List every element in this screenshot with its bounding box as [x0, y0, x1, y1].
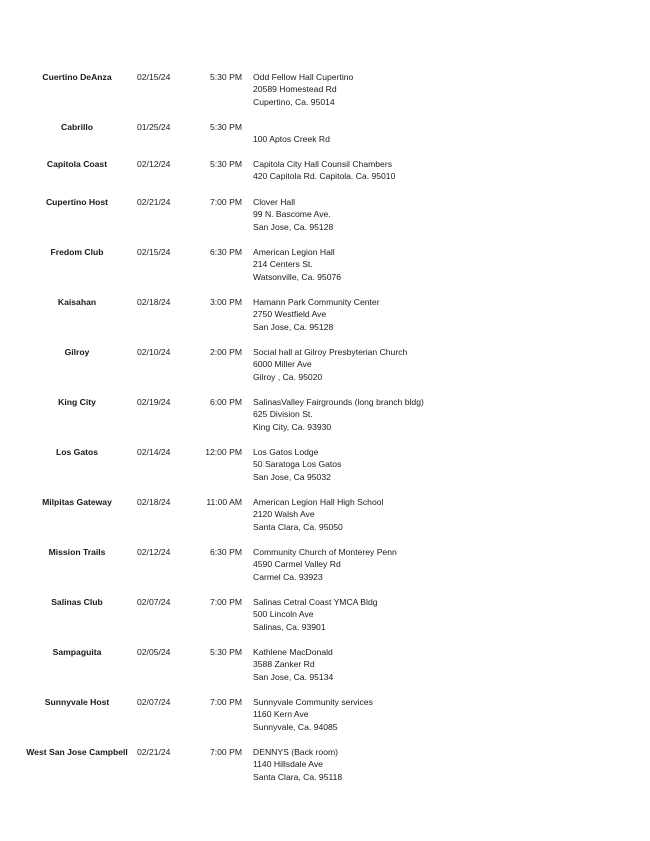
address-line: Santa Clara, Ca. 95050 — [253, 521, 343, 532]
club-name: Kaisahan — [57, 297, 97, 307]
meeting-address — [253, 446, 633, 483]
meeting-date: 02/14/24 — [137, 447, 171, 457]
club-name: Cuertino DeAnza — [42, 72, 112, 82]
club-name: West San Jose Campbell — [26, 747, 128, 757]
meeting-date: 02/21/24 — [137, 197, 171, 207]
meeting-entry — [0, 446, 650, 491]
meeting-time: 6:30 PM — [209, 547, 242, 557]
address-line: SalinasValley Fairgrounds (long branch bldg) — [253, 397, 424, 407]
meeting-date: 02/21/24 — [137, 747, 171, 757]
meeting-time: 7:00 PM — [209, 747, 242, 757]
meeting-time: 11:00 AM — [206, 497, 242, 507]
meeting-time: 5:30 PM — [209, 72, 242, 82]
address-line: DENNYS (Back room) — [253, 747, 338, 757]
meeting-entry — [0, 546, 650, 591]
meeting-date: 02/15/24 — [137, 247, 171, 257]
meeting-entry — [0, 346, 650, 391]
meeting-entry — [0, 196, 650, 241]
club-name: Fredom Club — [50, 247, 104, 257]
meeting-time: 2:00 PM — [209, 347, 242, 357]
address-line: 3588 Zanker Rd — [253, 659, 315, 670]
meeting-time: 6:30 PM — [209, 247, 242, 257]
address-line: Kathlene MacDonald — [253, 647, 333, 657]
meeting-time: 5:30 PM — [209, 122, 242, 132]
address-line: 6000 Miller Ave — [253, 359, 312, 370]
meeting-date: 02/12/24 — [137, 159, 171, 169]
meeting-address — [253, 121, 633, 158]
meeting-address — [253, 696, 633, 733]
club-name: Sunnyvale Host — [44, 697, 110, 707]
address-line: American Legion Hall High School — [253, 497, 384, 507]
meeting-address — [253, 496, 633, 533]
address-line: Odd Fellow Hall Cupertino — [253, 72, 354, 82]
address-line: 1140 Hillsdale Ave — [253, 759, 323, 770]
meeting-address — [253, 546, 633, 583]
address-line: San Jose, Ca. 95128 — [253, 321, 334, 332]
address-line: 4590 Carmel Valley Rd — [253, 559, 341, 570]
address-line: 625 Division St. — [253, 409, 313, 420]
meeting-entry — [0, 496, 650, 541]
meeting-date: 02/05/24 — [137, 647, 171, 657]
address-line: 99 N. Bascome Ave. — [253, 209, 331, 220]
address-line: 420 Capitola Rd. Capitola. Ca. 95010 — [253, 171, 396, 182]
meeting-entry — [0, 71, 650, 116]
address-line: Community Church of Monterey Penn — [253, 547, 397, 557]
meeting-address — [253, 196, 633, 233]
club-name: Sampaguita — [52, 647, 102, 657]
meeting-entry — [0, 596, 650, 641]
address-line: 500 Lincoln Ave — [253, 609, 314, 620]
meeting-date: 02/10/24 — [137, 347, 171, 357]
meeting-time: 5:30 PM — [209, 159, 242, 169]
address-line: 1160 Kern Ave — [253, 709, 309, 720]
address-line: Salinas Cetral Coast YMCA Bldg — [253, 597, 378, 607]
address-line: Watsonville, Ca. 95076 — [253, 271, 342, 282]
meeting-address — [253, 746, 633, 783]
meeting-entry — [0, 296, 650, 341]
meeting-address — [253, 296, 633, 333]
meeting-date: 02/18/24 — [137, 497, 171, 507]
meeting-time: 6:00 PM — [209, 397, 242, 407]
meeting-address — [253, 596, 633, 633]
club-name: Milpitas Gateway — [42, 497, 112, 507]
address-line: 2750 Westfield Ave — [253, 309, 327, 320]
address-line: 214 Centers St. — [253, 259, 313, 270]
meeting-entry — [0, 646, 650, 691]
address-line: American Legion Hall — [253, 247, 335, 257]
meeting-time: 5:30 PM — [209, 647, 242, 657]
address-line: 50 Saratoga Los Gatos — [253, 459, 342, 470]
address-line — [253, 183, 633, 195]
address-line: Clover Hall — [253, 197, 296, 207]
meeting-entry — [0, 746, 650, 791]
address-line: 100 Aptos Creek Rd — [253, 134, 330, 145]
club-name: Los Gatos — [55, 447, 99, 457]
address-line: 20589 Homestead Rd — [253, 84, 337, 95]
address-line: Social hall at Gilroy Presbyterian Church — [253, 347, 408, 357]
meeting-entry — [0, 246, 650, 291]
address-line: Salinas, Ca. 93901 — [253, 621, 326, 632]
address-line: Sunnyvale Community services — [253, 697, 373, 707]
address-line: San Jose, Ca. 95128 — [253, 221, 334, 232]
meeting-address — [253, 646, 633, 683]
club-name: Mission Trails — [48, 547, 106, 557]
address-line: San Jose, Ca 95032 — [253, 471, 331, 482]
club-name: Cupertino Host — [45, 197, 109, 207]
meeting-date: 02/12/24 — [137, 547, 171, 557]
meeting-time: 12:00 PM — [205, 447, 242, 457]
meeting-date: 02/15/24 — [137, 72, 171, 82]
meeting-address — [253, 346, 633, 383]
address-line: Capitola City Hall Counsil Chambers — [253, 159, 392, 169]
meeting-date: 02/07/24 — [137, 597, 171, 607]
meeting-time: 7:00 PM — [209, 197, 242, 207]
address-line: King City, Ca. 93930 — [253, 421, 332, 432]
address-line — [253, 121, 633, 133]
meeting-address — [253, 246, 633, 283]
meeting-address — [253, 396, 633, 433]
club-name: Capitola Coast — [46, 159, 108, 169]
address-line: Carmel Ca. 93923 — [253, 571, 323, 582]
club-name: Cabrillo — [61, 122, 93, 132]
address-line: Hamann Park Community Center — [253, 297, 380, 307]
address-line: Santa Clara, Ca. 95118 — [253, 771, 343, 782]
address-line: Cupertino, Ca. 95014 — [253, 96, 335, 107]
meeting-address — [253, 71, 633, 108]
club-name: King City — [58, 397, 96, 407]
meeting-date: 02/18/24 — [137, 297, 171, 307]
address-line: 2120 Walsh Ave — [253, 509, 315, 520]
address-line: San Jose, Ca. 95134 — [253, 671, 334, 682]
club-name: Salinas Club — [51, 597, 103, 607]
address-line: Gilroy , Ca. 95020 — [253, 371, 323, 382]
address-line — [253, 146, 633, 158]
address-line: Sunnyvale, Ca. 94085 — [253, 721, 338, 732]
meeting-date: 02/19/24 — [137, 397, 171, 407]
meeting-time: 7:00 PM — [209, 697, 242, 707]
meeting-time: 7:00 PM — [209, 597, 242, 607]
meeting-entry — [0, 696, 650, 741]
meeting-date: 02/07/24 — [137, 697, 171, 707]
meeting-date: 01/25/24 — [137, 122, 171, 132]
meeting-time: 3:00 PM — [209, 297, 242, 307]
address-line: Los Gatos Lodge — [253, 447, 319, 457]
meeting-entry — [0, 396, 650, 441]
meeting-address — [253, 158, 633, 195]
club-name: Gilroy — [64, 347, 90, 357]
